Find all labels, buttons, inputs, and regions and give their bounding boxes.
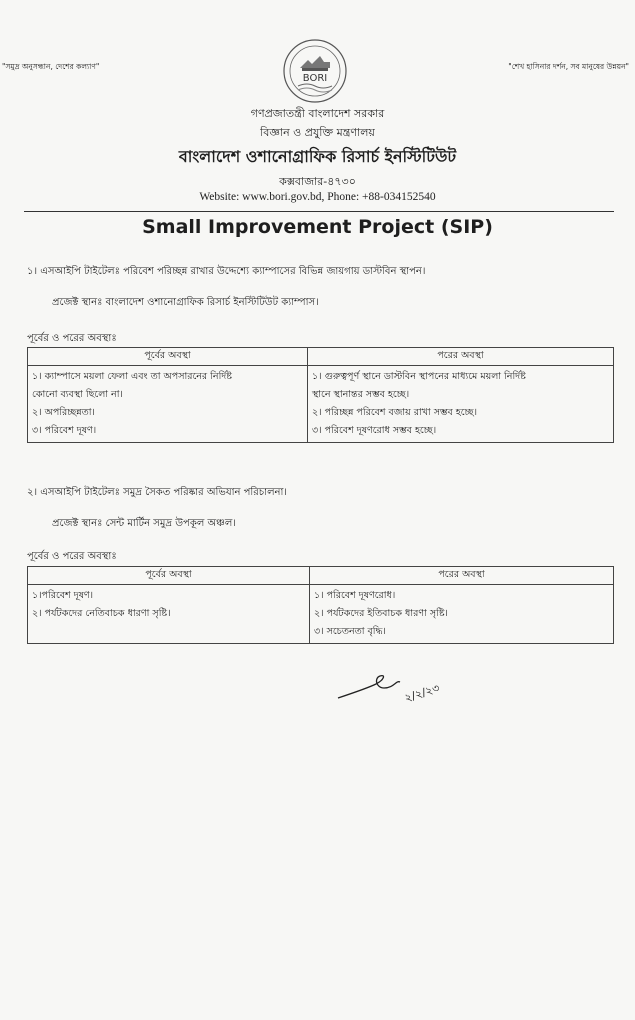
project-1-table (27, 347, 614, 443)
logo-label: BORI (302, 73, 328, 84)
list-item: ১। পরিবেশ দূষণরোধ। (314, 590, 396, 601)
list-item: কোনো ব্যবস্থা ছিলো না। (32, 389, 123, 400)
ministry-name: বিজ্ঞান ও প্রযুক্তি মন্ত্রণালয় (260, 126, 375, 139)
table-header-row (28, 567, 614, 585)
government-name: গণপ্রজাতন্ত্রী বাংলাদেশ সরকার (250, 107, 385, 120)
list-item: ২। পর্যটকদের নেতিবাচক ধারণা সৃষ্টি। (32, 608, 171, 619)
document-title: Small Improvement Project (SIP) (142, 216, 493, 238)
project-2-title: ২। এসআইপি টাইটেলঃ সমুদ্র সৈকত পরিষ্কার অভিযান পরিচালনা। (27, 487, 287, 498)
before-cell (28, 366, 308, 443)
before-cell (28, 585, 310, 644)
header-divider (24, 211, 614, 212)
list-item: ৩। পরিবেশ দূষণ। (32, 425, 97, 436)
project-1-title: ১। এসআইপি টাইটেলঃ পরিবেশ পরিচ্ছন্ন রাখার উদ্দেশ্যে ক্যাম্পাসের বিভিন্ন জায়গায় ডাস্টবিন স্থাপন। (27, 266, 426, 277)
address: কক্সবাজার-৪৭৩০ (279, 175, 356, 188)
project-1-state-label: পূর্বের ও পরের অবস্থাঃ (27, 333, 117, 344)
list-item: ২। পর্যটকদের ইতিবাচক ধারণা সৃষ্টি। (314, 608, 448, 619)
header-before: পূর্বের অবস্থা (28, 348, 308, 366)
list-item: ২। পরিচ্ছন্ন পরিবেশ বজায় রাখা সম্ভব হচ্ছে। (312, 407, 478, 418)
project-2-table (27, 566, 614, 644)
table-row (28, 585, 614, 644)
header-after: পরের অবস্থা (310, 567, 614, 585)
list-item: ২। অপরিচ্ছন্নতা। (32, 407, 95, 418)
project-2-state-label: পূর্বের ও পরের অবস্থাঃ (27, 551, 117, 562)
project-2-location: প্রজেক্ট স্থানঃ সেন্ট মার্টিন সমুদ্র উপকূল অঞ্চল। (52, 518, 236, 529)
list-item: ১। গুরুত্বপূর্ণ স্থানে ডাস্টবিন স্থাপনের মাধ্যমে ময়লা নির্দিষ্ট (312, 371, 526, 382)
institute-name: বাংলাদেশ ওশানোগ্রাফিক রিসার্চ ইনস্টিটিউট (178, 147, 457, 166)
website-phone: Website: www.bori.gov.bd, Phone: +88-034152540 (199, 191, 436, 203)
list-item: স্থানে স্থানান্তর সম্ভব হচ্ছে। (312, 389, 410, 400)
signature-date: ২/২/২৩ (402, 681, 442, 705)
project-1-location: প্রজেক্ট স্থানঃ বাংলাদেশ ওশানোগ্রাফিক রিসার্চ ইনস্টিটিউট ক্যাম্পাস। (52, 297, 319, 308)
signature-icon (336, 658, 446, 708)
list-item: ৩। সচেতনতা বৃদ্ধি। (314, 626, 386, 637)
table-row (28, 366, 614, 443)
motto-left: "সমুদ্র অনুসন্ধান, দেশের কল্যাণ" (2, 62, 100, 71)
bori-logo-icon (282, 38, 348, 104)
list-item: ৩। পরিবেশ দূষণরোধ সম্ভব হচ্ছে। (312, 425, 437, 436)
after-cell (310, 585, 614, 644)
after-cell (308, 366, 614, 443)
header-before: পূর্বের অবস্থা (28, 567, 310, 585)
list-item: ১। ক্যাম্পাসে ময়লা ফেলা এবং তা অপসারনের নির্দিষ্ট (32, 371, 232, 382)
motto-right: "শেখ হাসিনার দর্শন, সব মানুষের উন্নয়ন" (508, 62, 629, 71)
list-item (32, 623, 305, 641)
list-item: ১।পরিবেশ দূষণ। (32, 590, 94, 601)
table-header-row (28, 348, 614, 366)
header-after: পরের অবস্থা (308, 348, 614, 366)
